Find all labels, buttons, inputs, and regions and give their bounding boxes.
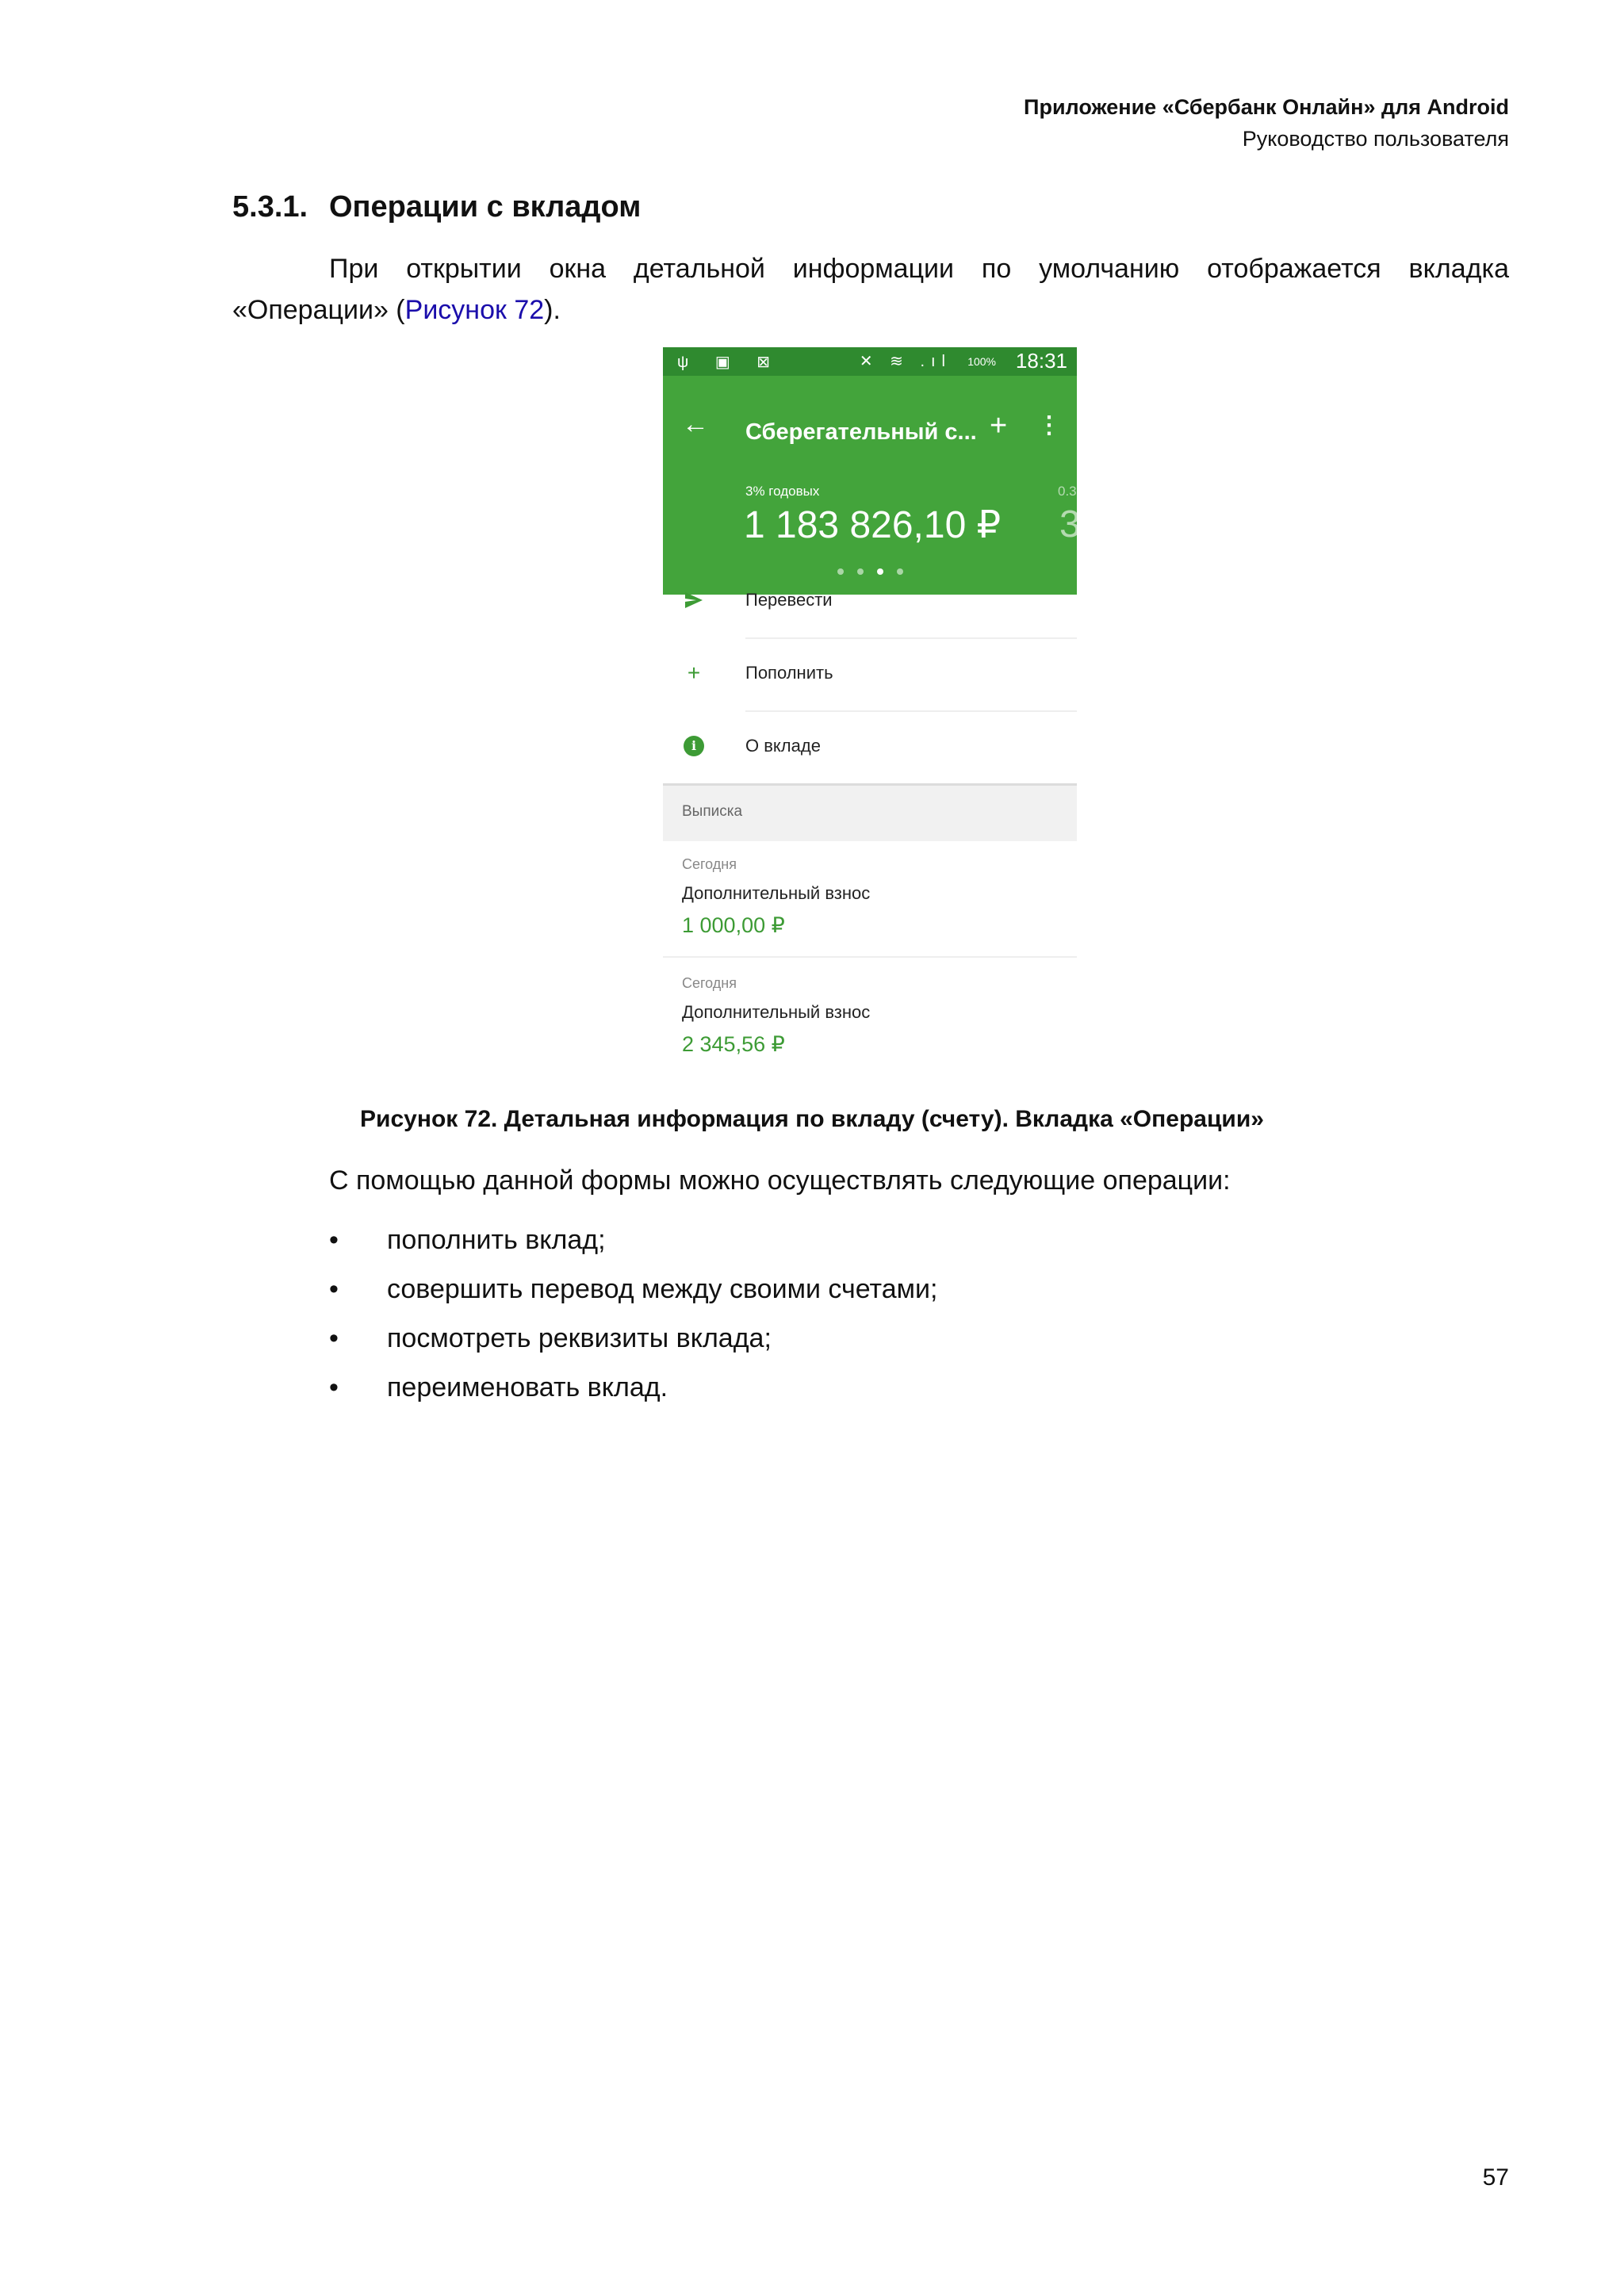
info-icon: i	[684, 736, 704, 756]
document-header-subtitle: Руководство пользователя	[1242, 127, 1509, 151]
section-heading	[232, 190, 641, 224]
list-item	[329, 1323, 937, 1372]
back-arrow-icon[interactable]: ←	[682, 409, 709, 439]
bullet-icon: •	[329, 1323, 339, 1353]
transaction-amount: 2 345,56 ₽	[682, 1032, 785, 1056]
next-card-rate-peek: 0.3	[1058, 484, 1077, 499]
figure-link[interactable]: Рисунок 72	[404, 295, 545, 325]
transaction-date: Сегодня	[682, 975, 737, 991]
bullet-icon: •	[329, 1274, 339, 1304]
status-left-icons: ψ ▣ ⊠	[677, 354, 782, 371]
operations-intro: С помощью данной формы можно осуществлять следующие операции:	[329, 1165, 1231, 1196]
document-header-title: Приложение «Сбербанк Онлайн» для Android	[1024, 95, 1509, 119]
list-item-text: совершить перевод между своими счетами;	[387, 1274, 938, 1304]
interest-rate: 3% годовых	[745, 484, 820, 499]
intro-paragraph	[232, 248, 1509, 331]
list-item-text: переименовать вклад.	[387, 1372, 668, 1402]
action-transfer[interactable]	[663, 566, 1077, 639]
status-signal-icons: ✕ ≋ .ıl	[859, 353, 952, 370]
more-vertical-icon[interactable]: ⋮	[1037, 412, 1061, 438]
transaction-date: Сегодня	[682, 856, 737, 872]
status-bar	[663, 347, 1077, 376]
page-number: 57	[1482, 2164, 1509, 2191]
action-label: О вкладе	[745, 736, 821, 756]
action-about-deposit[interactable]	[663, 712, 1077, 785]
action-label: Перевести	[745, 590, 833, 610]
plus-icon: +	[687, 660, 701, 685]
paragraph-text: «Операции» (	[232, 295, 405, 325]
send-icon	[684, 590, 704, 610]
app-screenshot	[663, 347, 1081, 1080]
list-item-text: посмотреть реквизиты вклада;	[387, 1323, 772, 1353]
action-label: Пополнить	[745, 663, 833, 683]
transaction-row[interactable]	[663, 839, 1077, 958]
deposit-title: Сберегательный с...	[745, 419, 977, 445]
statement-header	[663, 783, 1077, 841]
transaction-row[interactable]	[663, 958, 1077, 1077]
transaction-name: Дополнительный взнос	[682, 883, 871, 903]
status-time: 18:31	[1015, 349, 1067, 373]
operations-list	[329, 1225, 937, 1422]
transaction-amount: 1 000,00 ₽	[682, 913, 785, 937]
battery-percent: 100%	[967, 355, 996, 368]
bullet-icon: •	[329, 1372, 339, 1402]
statement-header-label: Выписка	[682, 803, 743, 820]
app-bar	[663, 376, 1081, 595]
next-card-amount-peek[interactable]: 3	[1059, 503, 1081, 545]
section-title: Операции с вкладом	[329, 190, 642, 224]
transaction-name: Дополнительный взнос	[682, 1002, 871, 1022]
list-item	[329, 1372, 937, 1422]
list-item-text: пополнить вклад;	[387, 1225, 606, 1255]
action-top-up[interactable]	[663, 639, 1077, 712]
add-icon[interactable]: +	[990, 409, 1008, 442]
paragraph-line-1: При открытии окна детальной информации по умолчанию отображается вкладка	[329, 254, 1509, 284]
bullet-icon: •	[329, 1225, 339, 1255]
list-item	[329, 1225, 937, 1274]
deposit-balance: 1 183 826,10 ₽	[744, 504, 1002, 546]
list-item	[329, 1274, 937, 1323]
paragraph-text-end: ).	[544, 295, 561, 325]
section-number: 5.3.1.	[232, 190, 308, 224]
figure-caption: Рисунок 72. Детальная информация по вкладу (счету). Вкладка «Операции»	[360, 1106, 1264, 1132]
